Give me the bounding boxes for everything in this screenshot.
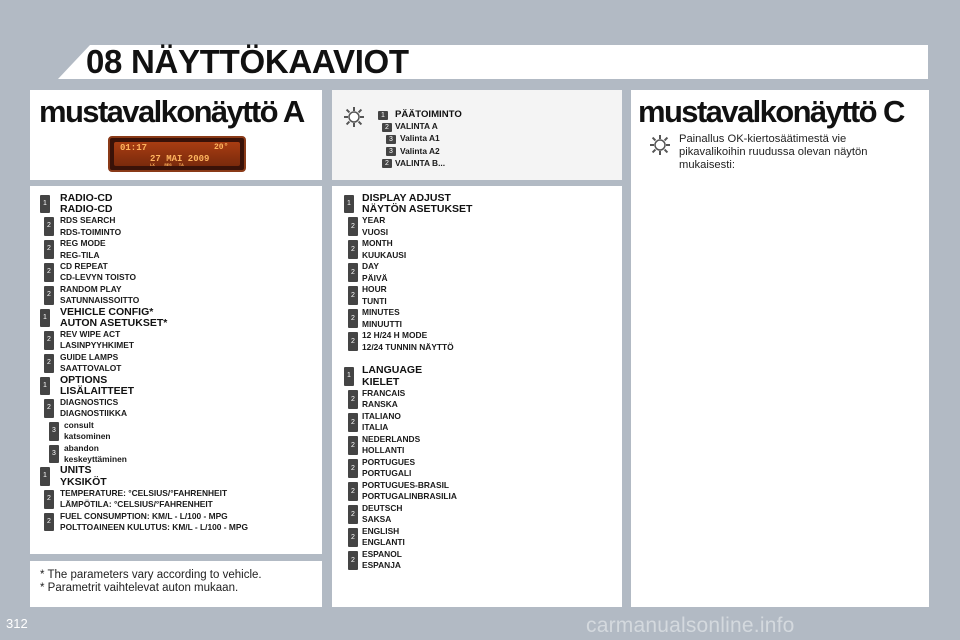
menu-item: DISPLAY ADJUST	[362, 192, 451, 204]
level-badge: 2	[348, 482, 358, 501]
gear-icon	[343, 106, 365, 128]
menu-item: REG MODE	[60, 238, 106, 249]
menu-item: LASINPYYHKIMET	[60, 340, 134, 351]
menu-item: HOUR	[362, 284, 387, 295]
menu-item: katsominen	[64, 431, 111, 442]
menu-item: SATUNNAISSOITTO	[60, 295, 140, 306]
panel-a-menu	[30, 186, 322, 554]
level-badge: 2	[348, 459, 358, 478]
level-badge: 3	[386, 147, 396, 156]
menu-item: CD-LEVYN TOISTO	[60, 272, 137, 283]
menu-item: NÄYTÖN ASETUKSET	[362, 203, 473, 216]
menu-item: HOLLANTI	[362, 445, 405, 456]
menu-item: keskeyttäminen	[64, 454, 127, 464]
menu-item: PORTUGALI	[362, 468, 412, 479]
lcd-display	[108, 136, 246, 172]
level-badge: 2	[44, 399, 54, 418]
menu-item: ENGLANTI	[362, 537, 405, 548]
level-badge: 2	[348, 332, 358, 351]
menu-item: GUIDE LAMPS	[60, 351, 119, 362]
legend-item: Valinta A2	[400, 145, 440, 156]
lcd-indicators: LX REG TA	[150, 164, 184, 168]
menu-item: 12 H/24 H MODE	[362, 330, 428, 341]
legend-item: VALINTA B...	[395, 157, 446, 168]
level-badge: 1	[40, 467, 50, 485]
menu-item: RADIO-CD	[60, 203, 113, 216]
page-number: 312	[6, 616, 28, 631]
menu-item: DAY	[362, 261, 379, 272]
menu-item: PORTUGUES-BRASIL	[362, 479, 450, 490]
menu-item: NEDERLANDS	[362, 433, 421, 444]
level-badge: 2	[44, 263, 54, 282]
panel-c	[631, 90, 929, 607]
footnote	[40, 569, 262, 595]
legend-item: VALINTA A	[395, 121, 438, 132]
footnote-en: * The parameters vary according to vehicle.	[40, 569, 262, 581]
menu-item: AUTON ASETUKSET*	[60, 316, 168, 329]
level-badge: 3	[49, 445, 59, 464]
level-badge: 2	[348, 505, 358, 524]
menu-item: consult	[64, 419, 94, 430]
menu-item: RADIO-CD	[60, 192, 113, 204]
page-title: 08 NÄYTTÖKAAVIOT	[86, 43, 409, 80]
level-badge: 2	[348, 551, 358, 570]
menu-item: FRANCAIS	[362, 387, 406, 398]
level-badge: 1	[344, 367, 354, 385]
menu-item: PORTUGALINBRASILIA	[362, 491, 457, 502]
level-badge: 2	[44, 286, 54, 305]
level-badge: 3	[386, 135, 396, 144]
level-badge: 2	[348, 528, 358, 547]
menu-item: VEHICLE CONFIG*	[60, 305, 154, 318]
menu-item: ITALIA	[362, 422, 389, 433]
panel-a-heading: mustavalkonäyttö A	[39, 94, 304, 129]
level-badge: 1	[40, 309, 50, 327]
menu-item: ENGLISH	[362, 525, 400, 536]
menu-item: DEUTSCH	[362, 502, 403, 513]
menu-item: LISÄLAITTEET	[60, 384, 135, 397]
level-badge: 2	[348, 413, 358, 432]
menu-item: SAKSA	[362, 514, 392, 525]
menu-item: ESPANOL	[362, 548, 402, 559]
intro-line: Painallus OK-kiertosäätimestä vie	[679, 133, 847, 145]
lcd-date: 27 MAI 2009	[150, 154, 210, 164]
menu-item: ESPANJA	[362, 560, 401, 571]
gear-icon	[649, 134, 671, 156]
level-badge: 2	[44, 240, 54, 259]
level-badge: 2	[348, 217, 358, 236]
level-badge: 2	[348, 240, 358, 259]
legend-panel	[332, 90, 622, 180]
menu-item: ITALIANO	[362, 410, 401, 421]
menu-item: KUUKAUSI	[362, 249, 407, 260]
level-badge: 2	[44, 513, 54, 532]
intro-line: pikavalikoihin ruudussa olevan näytön	[679, 146, 868, 158]
panel-c-intro	[679, 133, 867, 172]
menu-item: TEMPERATURE: °CELSIUS/°FAHRENHEIT	[60, 487, 228, 498]
level-badge: 2	[348, 309, 358, 328]
lcd-temp: 20°	[214, 143, 229, 152]
level-badge: 2	[44, 490, 54, 509]
level-badge: 2	[44, 331, 54, 350]
menu-item: YEAR	[362, 215, 386, 226]
lcd-time: 01:17	[120, 143, 148, 153]
menu-item: REV WIPE ACT	[60, 329, 121, 339]
menu-item: PORTUGUES	[362, 456, 416, 467]
intro-line: mukaisesti:	[679, 159, 735, 171]
menu-item: CD REPEAT	[60, 261, 108, 271]
menu-item: YKSIKÖT	[60, 475, 107, 488]
menu-item: VUOSI	[362, 226, 389, 237]
menu-item: FUEL CONSUMPTION: KM/L - L/100 - MPG	[60, 510, 228, 521]
menu-item: DIAGNOSTIIKKA	[60, 408, 127, 419]
legend-item: PÄÄTOIMINTO	[395, 109, 462, 120]
level-badge: 2	[382, 123, 392, 132]
level-badge: 1	[40, 377, 50, 395]
menu-item: KIELET	[362, 375, 400, 388]
menu-item: REG-TILA	[60, 249, 100, 260]
level-badge: 2	[348, 436, 358, 455]
menu-item: MINUUTTI	[362, 318, 403, 329]
legend-item: Valinta A1	[400, 133, 440, 144]
panel-c-heading: mustavalkonäyttö C	[638, 94, 904, 129]
level-badge: 1	[40, 195, 50, 213]
panel-mid-menu	[332, 186, 622, 607]
level-badge: 1	[344, 195, 354, 213]
menu-item: POLTTOAINEEN KULUTUS: KM/L - L/100 - MPG	[60, 522, 248, 532]
menu-item: OPTIONS	[60, 373, 108, 386]
menu-item: TUNTI	[362, 295, 387, 306]
menu-item: SAATTOVALOT	[60, 363, 122, 374]
menu-item: PÄIVÄ	[362, 272, 388, 283]
level-badge: 1	[378, 111, 388, 120]
level-badge: 2	[348, 390, 358, 409]
level-badge: 3	[49, 422, 59, 441]
menu-item: RANDOM PLAY	[60, 283, 122, 294]
level-badge: 2	[348, 286, 358, 305]
level-badge: 2	[382, 159, 392, 168]
menu-item: DIAGNOSTICS	[60, 397, 119, 407]
menu-item: MINUTES	[362, 307, 400, 318]
menu-item: abandon	[64, 442, 99, 453]
watermark: carmanualsonline.info	[586, 614, 795, 637]
level-badge: 2	[44, 217, 54, 236]
menu-item: 12/24 TUNNIN NÄYTTÖ	[362, 341, 454, 352]
level-badge: 2	[44, 354, 54, 373]
menu-item: LANGUAGE	[362, 364, 423, 377]
footnote-fi: * Parametrit vaihtelevat auton mukaan.	[40, 582, 239, 594]
menu-item: RDS SEARCH	[60, 215, 116, 226]
menu-item: MONTH	[362, 238, 393, 249]
menu-item: LÄMPÖTILA: °CELSIUS/°FAHRENHEIT	[60, 499, 213, 510]
menu-item: RANSKA	[362, 399, 398, 410]
menu-item: UNITS	[60, 464, 92, 477]
menu-item: RDS-TOIMINTO	[60, 226, 122, 237]
level-badge: 2	[348, 263, 358, 282]
